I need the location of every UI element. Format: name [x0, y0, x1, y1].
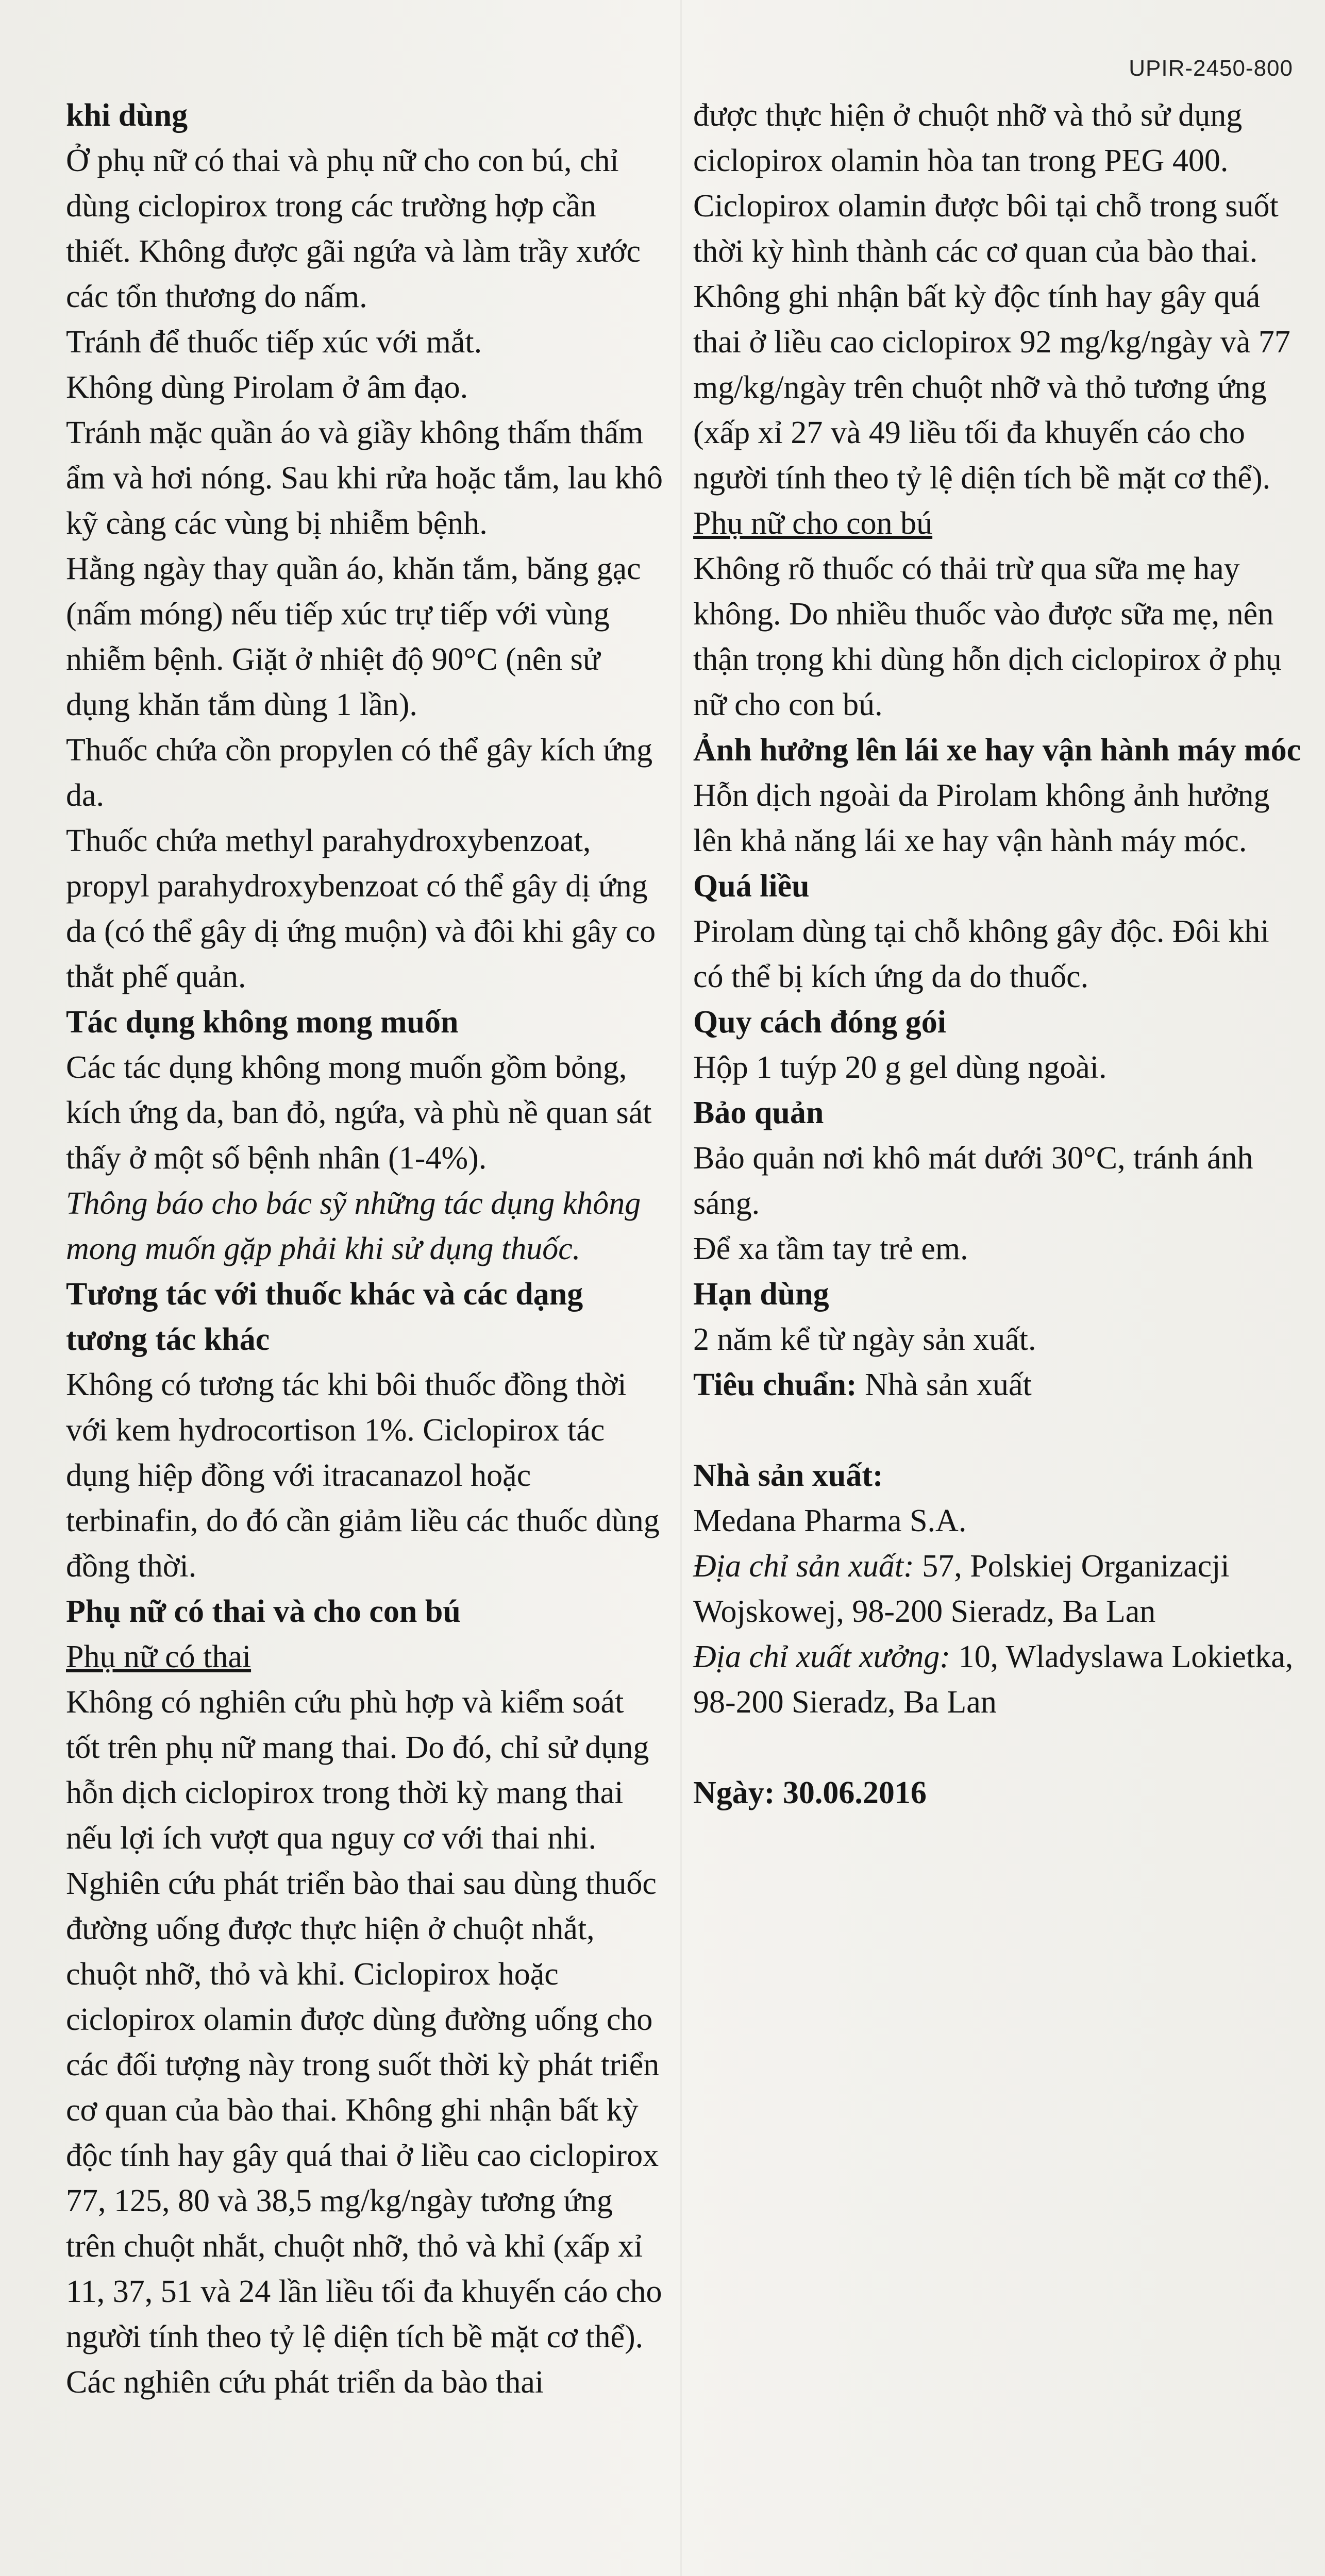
paragraph: Nghiên cứu phát triển bào thai sau dùng thuốc đường uống được thực hiện ở chuột nhắt, chuột nhỡ, thỏ và khỉ. Ciclopirox hoặc ciclopirox olamin được dùng đường uống cho các đối tượng này trong suốt thời kỳ phát triển cơ quan của bào thai. Không ghi nhận bất kỳ độc tính hay gây quá thai ở liều cao ciclopirox 77, 125, 80 và 38,5 mg/kg/ngày tương ứng trên chuột nhắt, chuột nhỡ, thỏ và khỉ (xấp xỉ 11, 37, 51 và 24 lần liều tối đa khuyến cáo cho người tính theo tỷ lệ diện tích bề mặt cơ thể). — [66, 1866, 662, 2354]
italic-note: Thông báo cho bác sỹ những tác dụng không mong muốn gặp phải khi sử dụng thuốc. — [66, 1186, 641, 1266]
left-column — [66, 93, 664, 2405]
paragraph: Tránh để thuốc tiếp xúc với mắt. — [66, 325, 482, 360]
paragraph: được thực hiện ở chuột nhỡ và thỏ sử dụng ciclopirox olamin hòa tan trong PEG 400. Ciclopirox olamin được bôi tại chỗ trong suốt thời kỳ hình thành các cơ quan của bào thai. Không ghi nhận bất kỳ độc tính hay gây quá thai ở liều cao ciclopirox 92 mg/kg/ngày và 77 mg/kg/ngày trên chuột nhỡ và thỏ tương ứng (xấp xỉ 27 và 49 liều tối đa khuyến cáo cho người tính theo tỷ lệ diện tích bề mặt cơ thể). — [693, 98, 1290, 496]
standard-value: Nhà sản xuất — [857, 1367, 1032, 1402]
paragraph: Không có nghiên cứu phù hợp và kiểm soát tốt trên phụ nữ mang thai. Do đó, chỉ sử dụng hỗn dịch ciclopirox trong thời kỳ mang thai nếu lợi ích vượt qua nguy cơ với thai nhi. — [66, 1685, 649, 1856]
date-value: 30.06.2016 — [775, 1775, 927, 1810]
release-address-label: Địa chỉ xuất xưởng: — [693, 1639, 951, 1674]
heading-driving: Ảnh hưởng lên lái xe hay vận hành máy móc — [693, 733, 1301, 768]
paragraph: Bảo quản nơi khô mát dưới 30°C, tránh ánh sáng. — [693, 1141, 1253, 1221]
page-fold — [680, 0, 682, 2576]
release-address — [693, 1634, 1301, 1725]
heading-manufacturer: Nhà sản xuất: — [693, 1458, 883, 1493]
paragraph: Các tác dụng không mong muốn gồm bỏng, kích ứng da, ban đỏ, ngứa, và phù nề quan sát thấy ở một số bệnh nhân (1-4%). — [66, 1050, 652, 1176]
paragraph: Để xa tầm tay trẻ em. — [693, 1231, 968, 1266]
production-address — [693, 1544, 1301, 1634]
paragraph: Không có tương tác khi bôi thuốc đồng thời với kem hydrocortison 1%. Ciclopirox tác dụng hiệp đồng với itracanazol hoặc terbinafin, do đó cần giảm liều các thuốc dùng đồng thời. — [66, 1367, 660, 1584]
subheading-breastfeeding: Phụ nữ cho con bú — [693, 506, 933, 541]
paragraph: Hằng ngày thay quần áo, khăn tắm, băng gạc (nấm móng) nếu tiếp xúc trự tiếp với vùng nhiễm bệnh. Giặt ở nhiệt độ 90°C (nên sử dụng khăn tắm dùng 1 lần). — [66, 551, 641, 722]
heading-interactions: Tương tác với thuốc khác và các dạng tương tác khác — [66, 1277, 583, 1357]
heading-storage: Bảo quản — [693, 1095, 824, 1130]
paragraph: Thuốc chứa cồn propylen có thể gây kích ứng da. — [66, 733, 653, 813]
document-code: UPIR-2450-800 — [1129, 56, 1293, 81]
paragraph: Hộp 1 tuýp 20 g gel dùng ngoài. — [693, 1050, 1107, 1085]
paragraph: Tránh mặc quần áo và giầy không thấm thấm ẩm và hơi nóng. Sau khi rửa hoặc tắm, lau khô kỹ càng các vùng bị nhiễm bệnh. — [66, 415, 663, 541]
heading-side-effects: Tác dụng không mong muốn — [66, 1005, 459, 1040]
paragraph: 2 năm kể từ ngày sản xuất. — [693, 1322, 1036, 1357]
date-label: Ngày: — [693, 1775, 775, 1810]
production-address-value: 57, Polskiej Organizacji Wojskowej, 98-200 Sieradz, Ba Lan — [693, 1549, 1230, 1629]
paragraph: Pirolam dùng tại chỗ không gây độc. Đôi khi có thể bị kích ứng da do thuốc. — [693, 914, 1269, 994]
heading-shelf-life: Hạn dùng — [693, 1277, 829, 1312]
standard-line — [693, 1362, 1301, 1408]
date-line — [693, 1770, 1301, 1816]
section-heading: khi dùng — [66, 98, 188, 133]
paragraph: Các nghiên cứu phát triển da bào thai — [66, 2365, 544, 2400]
paragraph: Không dùng Pirolam ở âm đạo. — [66, 370, 468, 405]
standard-label: Tiêu chuẩn: — [693, 1367, 857, 1402]
right-column — [693, 93, 1301, 1816]
manufacturer-name: Medana Pharma S.A. — [693, 1503, 967, 1538]
heading-pregnancy: Phụ nữ có thai và cho con bú — [66, 1594, 461, 1629]
heading-packaging: Quy cách đóng gói — [693, 1005, 946, 1040]
release-address-value: 10, Wladyslawa Lokietka, 98-200 Sieradz, Ba Lan — [693, 1639, 1294, 1720]
paragraph: Hỗn dịch ngoài da Pirolam không ảnh hưởng lên khả năng lái xe hay vận hành máy móc. — [693, 778, 1270, 858]
paragraph: Thuốc chứa methyl parahydroxybenzoat, propyl parahydroxybenzoat có thể gây dị ứng da (có thể gây dị ứng muộn) và đôi khi gây co thắt phế quản. — [66, 823, 656, 994]
subheading-pregnant: Phụ nữ có thai — [66, 1639, 251, 1674]
production-address-label: Địa chỉ sản xuất: — [693, 1549, 914, 1584]
paragraph: Không rõ thuốc có thải trừ qua sữa mẹ hay không. Do nhiều thuốc vào được sữa mẹ, nên thận trọng khi dùng hỗn dịch ciclopirox ở phụ nữ cho con bú. — [693, 551, 1282, 722]
paragraph: Ở phụ nữ có thai và phụ nữ cho con bú, chỉ dùng ciclopirox trong các trường hợp cần thiết. Không được gãi ngứa và làm trầy xước các tổn thương do nấm. — [66, 143, 641, 314]
heading-overdose: Quá liều — [693, 869, 810, 904]
